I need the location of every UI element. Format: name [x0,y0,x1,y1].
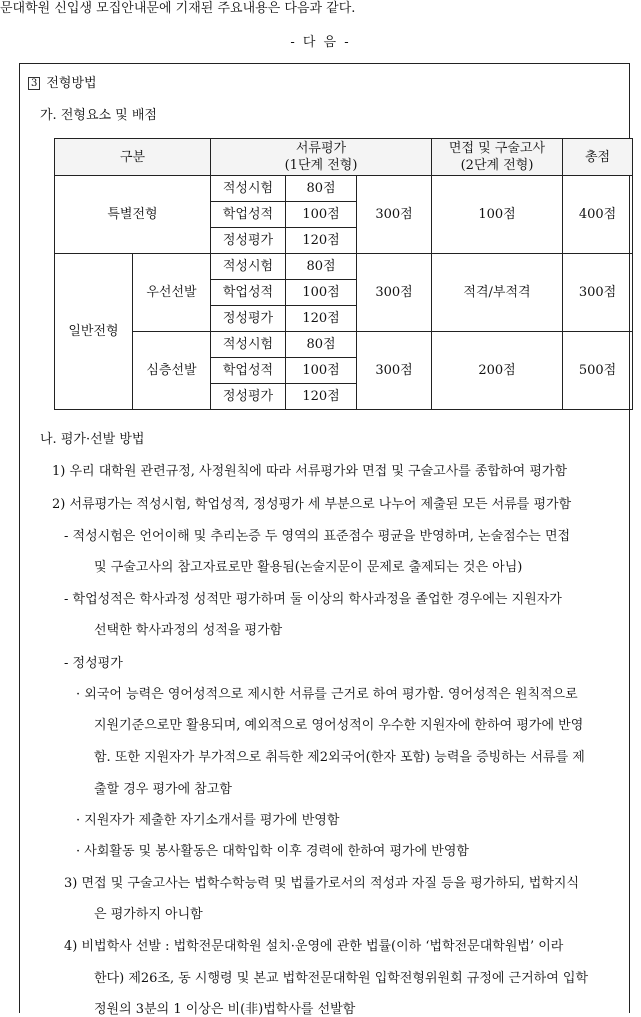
cell-total: 300점 [563,254,633,332]
body-line: - 학업성적은 학사과정 성적만 평가하며 둘 이상의 학사과정을 졸업한 경우에는 지원자가 [64,592,562,607]
body-line: · 지원자가 제출한 자기소개서를 평가에 반영함 [76,813,340,828]
header-total: 총점 [563,139,633,176]
table-header-row [55,139,633,176]
cell-score: 80점 [286,176,357,202]
cell-score: 120점 [286,384,357,410]
cell-score: 80점 [286,332,357,358]
section-number-box: 3 [28,77,40,90]
cell-item: 학업성적 [211,280,286,306]
cell-item: 적성시험 [211,254,286,280]
cell-item: 정성평가 [211,228,286,254]
body-line: 함. 또한 지원자가 부가적으로 취득한 제2외국어(한자 포함) 능력을 증빙하는 서류를 제 [94,750,585,765]
section-title [28,72,97,91]
body-line: - 정성평가 [64,656,123,671]
cell-item: 적성시험 [211,176,286,202]
cell-interview: 적격/부적격 [432,254,563,332]
cell-item: 학업성적 [211,358,286,384]
subsection-a-title: 가. 전형요소 및 배점 [40,108,157,123]
cell-score: 100점 [286,358,357,384]
cell-total: 500점 [563,332,633,410]
cell-score: 100점 [286,280,357,306]
body-line: 선택한 학사과정의 성적을 평가함 [94,623,283,638]
table-row [55,332,633,358]
body-line: 정원의 3분의 1 이상은 비(非)법학사를 선발함 [94,1002,356,1017]
body-line: 지원기준으로만 활용되며, 예외적으로 영어성적이 우수한 지원자에 한하여 평가에 반영 [94,718,584,733]
intro-text: 문대학원 신입생 모집안내문에 기재된 주요내용은 다음과 같다. [0,1,356,16]
table-row [55,176,633,202]
cell-interview: 100점 [432,176,563,254]
cell-score: 120점 [286,306,357,332]
cell-score: 100점 [286,202,357,228]
section-title-text: 전형방법 [46,76,97,91]
body-line: 은 평가하지 아니함 [94,907,203,922]
cell-docs-total: 300점 [357,332,432,410]
body-line: · 사회활동 및 봉사활동은 대학입학 이후 경력에 한하여 평가에 반영함 [76,844,469,859]
header-docs: 서류평가 (1단계 전형) [211,139,432,176]
body-line: 및 구술고사의 참고자료로만 활용됨(논술지문이 문제로 출제되는 것은 아님) [94,560,523,575]
body-line: · 외국어 능력은 영어성적으로 제시한 서류를 근거로 하여 평가함. 영어성적은 원칙적으로 [76,687,578,702]
cell-total: 400점 [563,176,633,254]
cell-score: 120점 [286,228,357,254]
cell-item: 정성평가 [211,384,286,410]
cell-docs-total: 300점 [357,176,432,254]
content-frame [19,63,630,1017]
body-line: 1) 우리 대학원 관련규정, 사정원칙에 따라 서류평가와 면접 및 구술고사를 종합하여 평가함 [52,464,568,479]
body-line: 한다) 제26조, 동 시행령 및 본교 법학전문대학원 입학전형위원회 규정에 근거하여 입학 [94,971,589,986]
cell-general: 일반전형 [55,254,133,410]
body-line: - 적성시험은 언어이해 및 추리논증 두 영역의 표준점수 평균을 반영하며, 논술점수는 면접 [64,529,571,544]
section-heading: - 다 음 - [290,35,351,50]
cell-special: 특별전형 [55,176,211,254]
cell-interview: 200점 [432,332,563,410]
cell-score: 80점 [286,254,357,280]
header-gubun: 구분 [55,139,211,176]
cell-deep: 심층선발 [133,332,211,410]
body-line: 출할 경우 평가에 참고함 [94,782,232,797]
cell-docs-total: 300점 [357,254,432,332]
subsection-b-title: 나. 평가·선발 방법 [40,432,145,447]
cell-item: 적성시험 [211,332,286,358]
body-line: 4) 비법학사 선발 : 법학전문대학원 설치·운영에 관한 법률(이하 ‘법학전문대학원법’ 이라 [64,939,564,954]
table-row [55,254,633,280]
score-table [54,138,633,410]
cell-item: 학업성적 [211,202,286,228]
cell-item: 정성평가 [211,306,286,332]
cell-priority: 우선선발 [133,254,211,332]
body-line: 3) 면접 및 구술고사는 법학수학능력 및 법률가로서의 적성과 자질 등을 평가하되, 법학지식 [64,876,580,891]
header-interview: 면접 및 구술고사 (2단계 전형) [432,139,563,176]
body-line: 2) 서류평가는 적성시험, 학업성적, 정성평가 세 부분으로 나누어 제출된 모든 서류를 평가함 [52,497,572,512]
